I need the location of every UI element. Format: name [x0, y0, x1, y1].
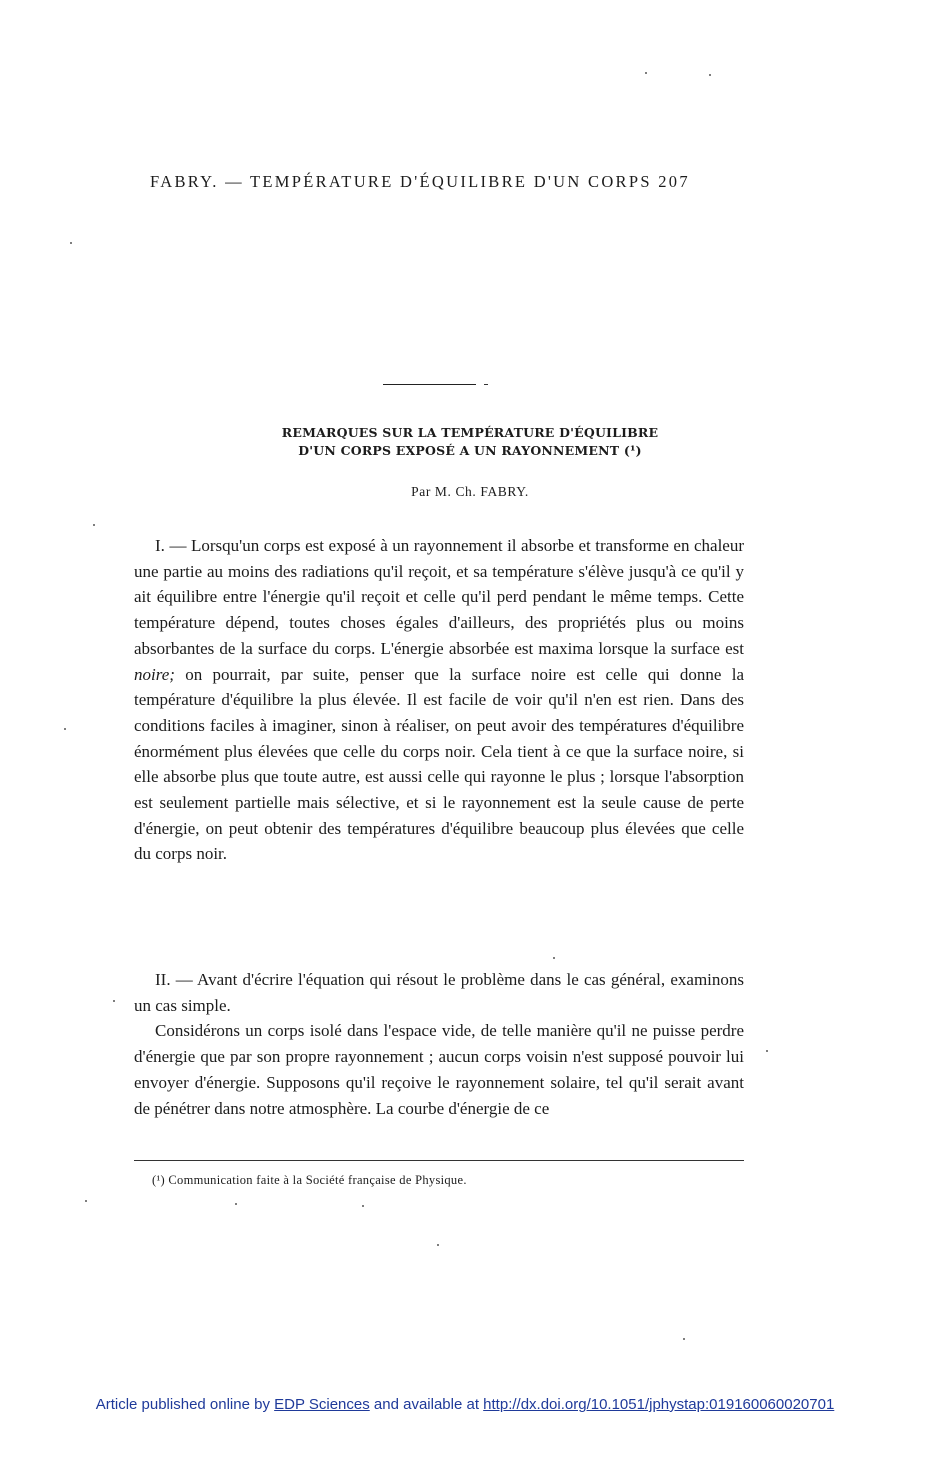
section-1 [134, 533, 744, 867]
title-rule-mark [484, 384, 488, 385]
scan-speck [766, 1050, 768, 1052]
footer-prefix: Article published online by [95, 1396, 275, 1413]
scan-speck [235, 1203, 237, 1205]
scan-speck [93, 524, 95, 526]
running-head: FABRY. — TEMPÉRATURE D'ÉQUILIBRE D'UN CORPS 207 [150, 172, 690, 191]
section-2-paragraph-2: Considérons un corps isolé dans l'espace vide, de telle manière qu'il ne puisse perdre d'énergie que par son propre rayonnement ; aucun corps voisin n'est supposé pouvoir lui envoyer d'énergie. Supposons qu'il reçoive le rayonnement solaire, tel qu'il serait avant de pénétrer dans notre atmosphère. La courbe d'énergie de ce [134, 1021, 744, 1118]
scan-speck [553, 957, 555, 959]
publication-footer [0, 1396, 930, 1413]
doi-link[interactable]: http://dx.doi.org/10.1051/jphystap:019160060020701 [483, 1396, 835, 1413]
section-2 [134, 967, 744, 1121]
section-1-text-b: on pourrait, par suite, penser que la surface noire est celle qui donne la température d'équilibre la plus élevée. Il est facile de voir qu'il n'en est rien. Dans des conditions faciles à imaginer, sinon à réaliser, on peut avoir des températures d'équilibre énormément plus élevées que celle du corps noir. Cela tient à ce que la surface noire, si elle absorbe plus que toute autre, est aussi celle qui rayonne le plus ; lorsque l'absorption est seulement partielle mais sélective, et si le rayonnement est la seule cause de perte d'énergie, on peut obtenir des températures d'équilibre beaucoup plus élevées que celle du corps noir. [134, 664, 744, 864]
author-line: Par M. Ch. FABRY. [411, 484, 529, 499]
scan-speck [64, 728, 66, 730]
footnote: (¹) Communication faite à la Société française de Physique. [152, 1173, 467, 1187]
footer-middle: and available at [369, 1396, 484, 1413]
scan-speck [85, 1200, 87, 1202]
section-1-text-a: I. — Lorsqu'un corps est exposé à un rayonnement il absorbe et transforme en chaleur une partie au moins des radiations qu'il reçoit, et sa température s'élève jusqu'à ce qu'il y ait équilibre entre l'énergie qu'il reçoit et celle qu'il perd pendant le même temps. Cette température dépend, toutes choses égales d'ailleurs, des propriétés plus ou moins absorbantes de la surface du corps. L'énergie absorbée est maxima lorsque la surface est [134, 536, 744, 658]
scan-speck [437, 1244, 439, 1246]
title-rule [383, 384, 476, 385]
scan-speck [362, 1205, 364, 1207]
scan-speck [113, 1000, 115, 1002]
scan-speck [683, 1338, 685, 1340]
section-1-paragraph [134, 533, 744, 867]
section-2-paragraph-1: II. — Avant d'écrire l'équation qui résout le problème dans le cas général, examinons un cas simple. [134, 970, 744, 1015]
section-1-emphasis: noire; [134, 664, 175, 684]
publisher-link[interactable]: EDP Sciences [274, 1396, 370, 1413]
article-title-line-2: D'UN CORPS EXPOSÉ A UN RAYONNEMENT (¹) [298, 443, 642, 458]
article-title [190, 424, 750, 460]
scan-speck [709, 74, 711, 76]
article-title-line-1: REMARQUES SUR LA TEMPÉRATURE D'ÉQUILIBRE [281, 425, 659, 440]
footnote-rule [134, 1160, 744, 1161]
scan-speck [70, 242, 72, 244]
scan-speck [645, 72, 647, 74]
